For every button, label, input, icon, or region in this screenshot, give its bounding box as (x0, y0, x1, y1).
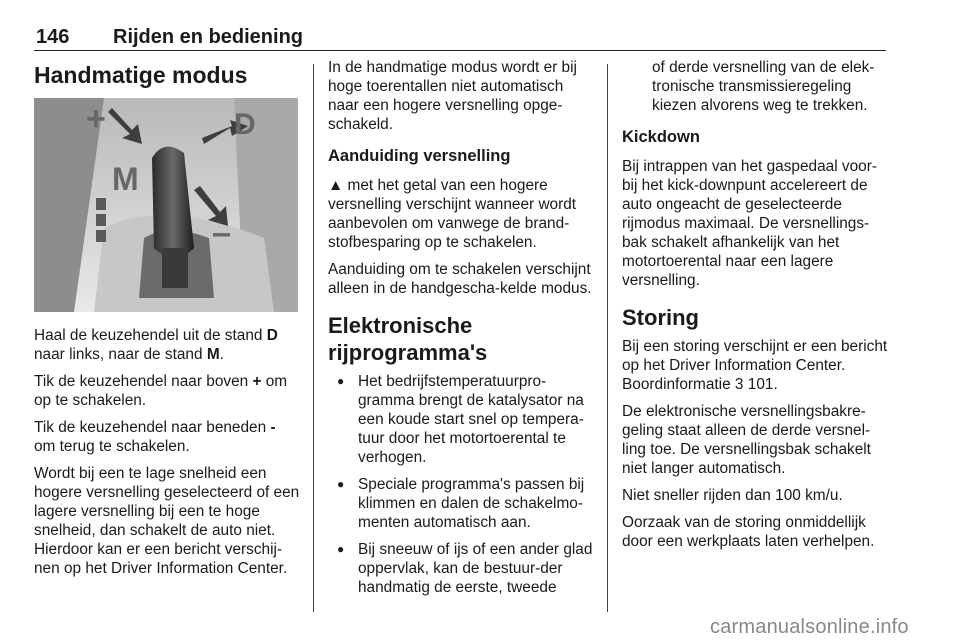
header-rule (34, 50, 886, 51)
list-item: ● Speciale programma's passen bij klimmen en dalen de schakelmo-menten automatisch aan. (328, 475, 596, 532)
bullet-list (328, 372, 596, 597)
section-heading-electronic-programs: Elektronische rijprogramma's (328, 313, 488, 365)
paragraph: Oorzaak van de storing onmiddellijk door een werkplaats laten verhelpen. (622, 514, 875, 550)
column-1 (34, 58, 300, 586)
paragraph: Haal de keuzehendel uit de stand D naar links, naar de stand M. (34, 327, 278, 363)
column-3 (622, 58, 890, 559)
bullet-continuation: of derde versnelling van de elek-tronische transmissieregeling kiezen alvorens weg te trekken. (652, 59, 875, 114)
running-title: Rijden en bediening (113, 26, 304, 48)
paragraph: Bij een storing verschijnt er een bericht op het Driver Information Center. Boordinformatie 3 101. (622, 338, 888, 393)
paragraph: ▲ met het getal van een hogere versnelling verschijnt wanneer wordt aanbevolen om vanwege de brand-stofbesparing op te schakelen. (328, 177, 577, 251)
page-ref-icon[interactable]: 3 (734, 376, 744, 393)
minus-label: – (212, 214, 231, 252)
list-item: ● Het bedrijfstemperatuurpro-gramma brengt de katalysator na een koude start snel op tempera-tuur door het motortoerental te verhogen. (328, 372, 596, 467)
paragraph: Tik de keuzehendel naar beneden - om terug te schakelen. (34, 419, 276, 455)
page-header (34, 26, 886, 50)
subheading-gear-indication: Aanduiding versnelling (328, 147, 511, 165)
section-heading-manual-mode: Handmatige modus (34, 62, 248, 88)
column-divider (607, 64, 608, 612)
list-item: ● Bij sneeuw of ijs of een ander glad oppervlak, kan de bestuur-der handmatig de eerste, tweede (328, 540, 596, 597)
paragraph: Wordt bij een te lage snelheid een hogere versnelling geselecteerd of een lagere versnelling bij een te hoge snelheid, dan schakelt de auto niet. Hierdoor kan er een bericht verschij-nen op het Driver Information Center. (34, 465, 300, 577)
d-label: D (234, 108, 256, 141)
gear-selector-illustration (34, 98, 298, 312)
column-divider (313, 64, 314, 612)
column-2 (328, 58, 596, 605)
gear-selector-figure (34, 98, 298, 312)
watermark: carmanualsonline.info (710, 616, 909, 638)
paragraph: In de handmatige modus wordt er bij hoge toerentallen niet automatisch naar een hogere versnelling opge-schakeld. (328, 59, 577, 133)
paragraph: De elektronische versnellingsbakre-geling staat alleen de derde versnel-ling toe. De versnellingsbak schakelt niet langer automatisch. (622, 403, 871, 477)
paragraph: Niet sneller rijden dan 100 km/u. (622, 487, 843, 504)
section-heading-storing: Storing (622, 305, 699, 330)
subheading-kickdown: Kickdown (622, 128, 700, 146)
paragraph: Tik de keuzehendel naar boven + om op te schakelen. (34, 373, 288, 409)
plus-label: + (86, 100, 106, 138)
page-number: 146 (36, 26, 70, 48)
m-label: M (112, 161, 139, 197)
paragraph: Bij intrappen van het gaspedaal voor-bij het kick-downpunt accelereert de auto ongeacht de geselecteerde rijmodus maximaal. De versnellings-bak schakelt afhankelijk van het motortoerental naar een lagere versnelling. (622, 158, 877, 289)
paragraph: Aanduiding om te schakelen verschijnt alleen in de handgescha-kelde modus. (328, 261, 592, 297)
